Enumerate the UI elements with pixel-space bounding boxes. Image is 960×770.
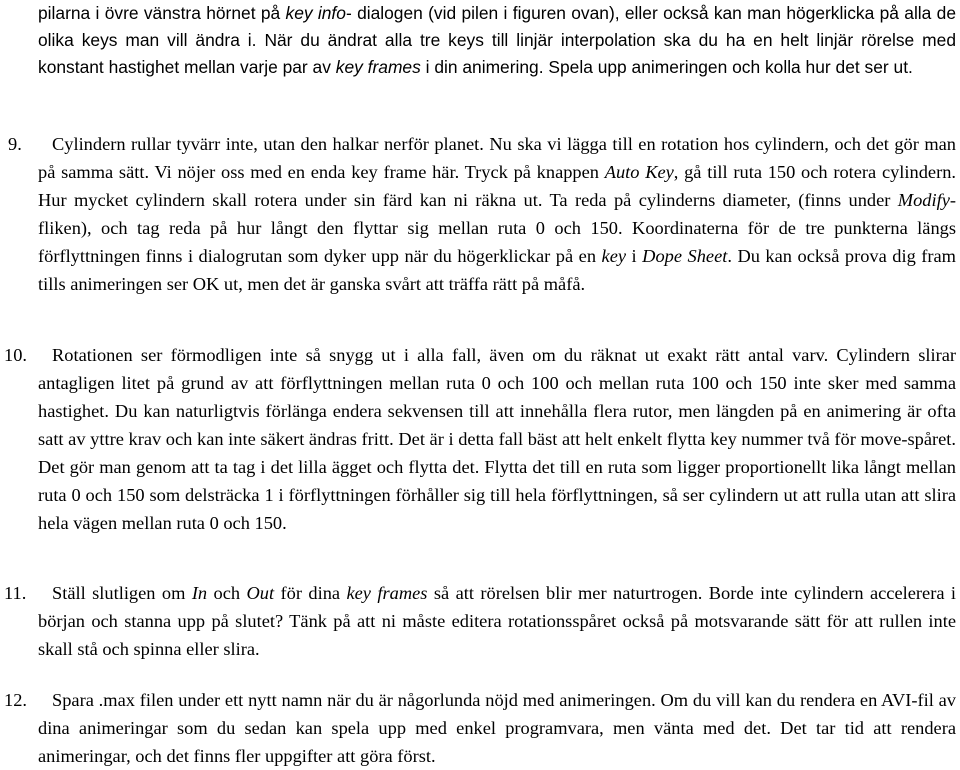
document-page: [4, 0, 957, 766]
modify-term: Modify: [897, 190, 950, 210]
key-info-term: key info: [285, 3, 346, 23]
item-number: 10.: [4, 345, 27, 365]
out-term: Out: [246, 583, 275, 603]
list-item-12: [4, 686, 956, 770]
item-number: 12.: [4, 690, 27, 710]
item-text: Spara .max filen under ett nytt namn när du är någorlunda nöjd med animeringen. Om du vill kan du rendera en AVI-fil av dina animeringar som du sedan kan spela upp med enkel programvara, men vänta med det. Det tar tid att rendera animeringar, och det finns fler uppgifter att göra först.: [38, 690, 956, 766]
list-item-9: [8, 130, 956, 298]
intro-paragraph: [38, 0, 956, 81]
key-frames-term: key frames: [335, 57, 421, 77]
auto-key-term: Auto Key: [604, 162, 674, 182]
in-term: In: [191, 583, 208, 603]
dope-sheet-term: Dope Sheet: [642, 246, 728, 266]
item-number: 9.: [8, 134, 22, 154]
item-text: Rotationen ser förmodligen inte så snygg ut i alla fall, även om du räknat ut exakt rätt antal varv. Cylindern slirar antagligen litet på grund av att förflyttningen mellan ruta 0 och 100 och mellan ruta 100 och 150 inte sker med samma hastighet. Du kan naturligtvis förlänga endera sekvensen till att innehålla flera rutor, men längden på en animering är ofta satt av yttre krav och kan inte säkert ändras fritt. Det är i detta fall bäst att helt enkelt flytta key nummer två för move-spåret. Det gör man genom att ta tag i det lilla ägget och flytta det. Flytta det till en ruta som ligger proportionellt lika långt mellan ruta 0 och 150 som delsträcka 1 i förflyttningen förhåller sig till hela förflyttningen, så ser cylindern ut att rulla utan att slira hela vägen mellan ruta 0 och 150.: [38, 345, 956, 533]
list-item-10: [4, 341, 956, 537]
item-text: Cylindern rullar tyvärr inte, utan den halkar nerför planet. Nu ska vi lägga till en rotation hos cylindern, och det gör man på samma sätt. Vi nöjer oss med en enda key frame här. Tryck på knappen Auto Key, gå till ruta 150 och rotera cylindern. Hur mycket cylindern skall rotera under sin färd kan ni räkna ut. Ta reda på cylinderns diameter, (finns under Modify-fliken), och tag reda på hur långt den flyttar sig mellan ruta 0 och 150. Koordinaterna för de tre punkterna längs förflyttningen finns i dialogrutan som dyker upp när du högerklickar på en key i Dope Sheet. Du kan också prova dig fram tills animeringen ser OK ut, men det är ganska svårt att träffa rätt på måfå.: [38, 134, 956, 294]
item-number: 11.: [4, 583, 27, 603]
item-text: Ställ slutligen om In och Out för dina key frames så att rörelsen blir mer naturtrogen. Borde inte cylindern accelerera i början och stanna upp på slutet? Tänk på att ni måste editera rotationsspåret också på motsvarande sätt för att rullen inte skall stå och spinna eller slira.: [38, 583, 957, 659]
list-item-11: [4, 579, 957, 663]
key-frames-term: key frames: [346, 583, 428, 603]
key-term: key: [601, 246, 627, 266]
intro-text: pilarna i övre vänstra hörnet på key info- dialogen (vid pilen i figuren ovan), eller också kan man högerklicka på alla de olika keys man vill ändra i. När du ändrat alla tre keys till linjär interpolation ska du ha en helt linjär rörelse med konstant hastighet mellan varje par av key frames i din animering. Spela upp animeringen och kolla hur det ser ut.: [38, 3, 957, 77]
